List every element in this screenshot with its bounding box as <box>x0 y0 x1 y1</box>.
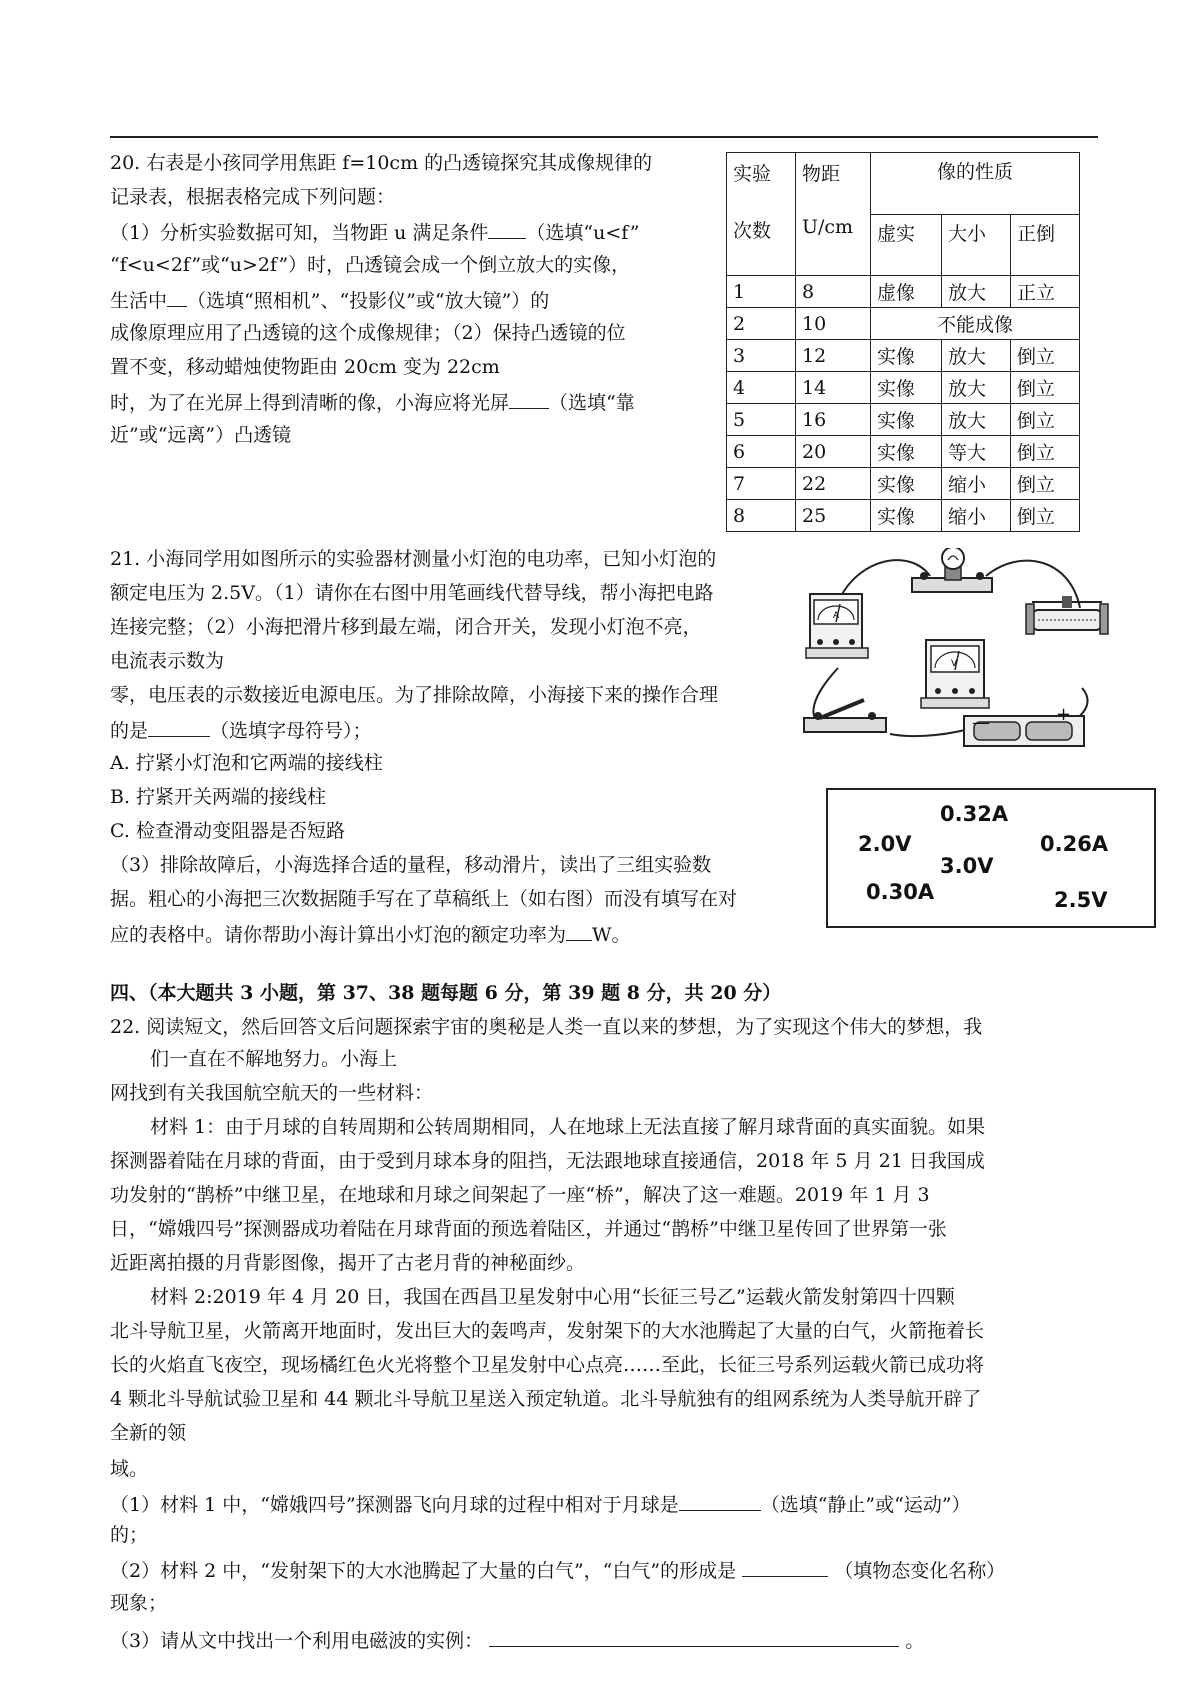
answer-blank[interactable] <box>488 218 526 239</box>
scratch-value: 0.30A <box>866 880 935 904</box>
q22-line: 北斗导航卫星，火箭离开地面时，发出巨大的轰鸣声，发射架下的大水池腾起了大量的白气，火箭拖着长 <box>110 1320 985 1342</box>
option-b: B. 拧紧开关两端的接线柱 <box>110 786 327 808</box>
q21-line: （3）排除故障后，小海选择合适的量程，移动滑片，读出了三组实验数 <box>110 854 712 876</box>
ammeter-icon <box>806 594 868 658</box>
scratch-value: 2.0V <box>858 832 912 856</box>
scratch-value: 3.0V <box>940 854 994 878</box>
sub-question-1: （1）材料 1 中，“嫦娥四号”探测器飞向月球的过程中相对于月球是 （选填“静止”或“运动”） <box>110 1490 971 1518</box>
scratch-value: 2.5V <box>1054 888 1108 912</box>
q21-line: 的是 （选填字母符号）； <box>110 716 372 744</box>
q20-line: 置不变，移动蜡烛使物距由 20cm 变为 22cm <box>110 356 500 378</box>
table-row: 5 16 实像 放大 倒立 <box>727 404 1080 436</box>
sub-question-2-cont: 现象； <box>110 1592 168 1614</box>
table-header-cell: 虚实 <box>871 214 942 276</box>
q20-line: “f<u<2f”或“u>2f”）时，凸透镜会成一个倒立放大的实像， <box>110 254 631 276</box>
q22-line: 22. 阅读短文，然后回答文后问题探索宇宙的奥秘是人类一直以来的梦想，为了实现这个伟大的梦想，我 <box>110 1016 983 1038</box>
q21-line: 据。粗心的小海把三次数据随手写在了草稿纸上（如右图）而没有填写在对 <box>110 888 738 910</box>
table-row: 8 25 实像 缩小 倒立 <box>727 500 1080 532</box>
q22-line: 功发射的“鹊桥”中继卫星，在地球和月球之间架起了一座“桥”，解决了这一难题。2019 年 1 月 3 <box>110 1184 930 1206</box>
scratch-value: 0.32A <box>940 802 1009 826</box>
voltmeter-icon <box>921 640 989 708</box>
q22-line: 近距离拍摄的月背影图像，揭开了古老月背的神秘面纱。 <box>110 1252 586 1274</box>
table-header-cell: 像的性质 <box>871 153 1080 215</box>
q22-line: 域。 <box>110 1458 149 1480</box>
q21-line: 连接完整；（2）小海把滑片移到最左端，闭合开关，发现小灯泡不亮， <box>110 616 702 638</box>
q20-line: 生活中 （选填“照相机”、“投影仪”或“放大镜”）的 <box>110 286 549 314</box>
q20-line: 记录表，根据表格完成下列问题： <box>110 186 396 208</box>
battery-minus-sign: — <box>972 712 990 733</box>
battery-plus-sign: + <box>1056 704 1072 725</box>
circuit-diagram <box>800 548 1110 760</box>
scratch-value: 0.26A <box>1040 832 1109 856</box>
table-row: 1 8 虚像 放大 正立 <box>727 276 1080 308</box>
table-header-cell: 实验 次数 <box>727 153 796 276</box>
table-header-cell: 正倒 <box>1011 214 1080 276</box>
q22-line: 网找到有关我国航空航天的一些材料： <box>110 1082 434 1104</box>
q22-line: 材料 2:2019 年 4 月 20 日，我国在西昌卫星发射中心用“长征三号乙”运载火箭发射第四十四颗 <box>150 1286 955 1308</box>
q20-line: 20. 右表是小孩同学用焦距 f=10cm 的凸透镜探究其成像规律的 <box>110 152 653 174</box>
table-row: 4 14 实像 放大 倒立 <box>727 372 1080 404</box>
q21-line: 21. 小海同学用如图所示的实验器材测量小灯泡的电功率，已知小灯泡的 <box>110 548 717 570</box>
q21-line: 零，电压表的示数接近电源电压。为了排除故障，小海接下来的操作合理 <box>110 684 719 706</box>
q22-line: 4 颗北斗导航试验卫星和 44 颗北斗导航卫星送入预定轨道。北斗导航独有的组网系统为人类导航开辟了 <box>110 1388 982 1410</box>
answer-blank[interactable] <box>679 1490 761 1511</box>
q21-line: 电流表示数为 <box>110 650 225 672</box>
svg-text:V: V <box>951 659 958 669</box>
q22-line: 全新的领 <box>110 1422 187 1444</box>
switch-icon <box>804 700 886 732</box>
q20-line: 近”或“远离”）凸透镜 <box>110 424 292 446</box>
rheostat-icon <box>1026 596 1108 634</box>
table-row: 7 22 实像 缩小 倒立 <box>727 468 1080 500</box>
sub-question-2: （2）材料 2 中，“发射架下的大水池腾起了大量的白气”，“白气”的形成是 （填物态变化名称） <box>110 1556 1005 1584</box>
lens-data-table <box>726 152 1080 532</box>
top-rule <box>110 136 1098 138</box>
answer-blank[interactable] <box>489 1626 899 1647</box>
sub-question-1-cont: 的； <box>110 1524 149 1546</box>
answer-blank[interactable] <box>742 1556 828 1577</box>
option-c: C. 检查滑动变阻器是否短路 <box>110 820 345 842</box>
table-row: 6 20 实像 等大 倒立 <box>727 436 1080 468</box>
answer-blank[interactable] <box>148 716 210 737</box>
scratch-paper-box <box>826 788 1156 928</box>
answer-blank[interactable] <box>167 286 187 307</box>
q22-line: 日，“嫦娥四号”探测器成功着陆在月球背面的预选着陆区，并通过“鹊桥”中继卫星传回了世界第一张 <box>110 1218 947 1240</box>
q21-line: 额定电压为 2.5V。（1）请你在右图中用笔画线代替导线，帮小海把电路 <box>110 582 714 604</box>
q22-line: 材料 1：由于月球的自转周期和公转周期相同，人在地球上无法直接了解月球背面的真实面貌。如果 <box>150 1116 986 1138</box>
option-a: A. 拧紧小灯泡和它两端的接线柱 <box>110 752 383 774</box>
q20-line: 成像原理应用了凸透镜的这个成像规律；（2）保持凸透镜的位 <box>110 322 626 344</box>
q22-line: 长的火焰直飞夜空，现场橘红色火光将整个卫星发射中心点亮……至此，长征三号系列运载火箭已成功将 <box>110 1354 985 1376</box>
table-header-cell: 物距 U/cm <box>796 153 871 276</box>
table-header-cell: 大小 <box>942 214 1011 276</box>
answer-blank[interactable] <box>509 388 549 409</box>
sub-question-3: （3）请从文中找出一个利用电磁波的实例： 。 <box>110 1626 924 1654</box>
table-row: 2 10 不能成像 <box>727 308 1080 340</box>
q20-line: （1）分析实验数据可知，当物距 u 满足条件 （选填“u<f” <box>110 218 639 246</box>
q21-line: 应的表格中。请你帮助小海计算出小灯泡的额定功率为 W。 <box>110 920 631 948</box>
svg-text:A: A <box>833 611 840 621</box>
q22-line: 探测器着陆在月球的背面，由于受到月球本身的阻挡，无法跟地球直接通信，2018 年 5 月 21 日我国成 <box>110 1150 985 1172</box>
q20-line: 时，为了在光屏上得到清晰的像，小海应将光屏 （选填“靠 <box>110 388 635 416</box>
answer-blank[interactable] <box>566 920 592 941</box>
section-heading: 四、（本大题共 3 小题，第 37、38 题每题 6 分，第 39 题 8 分，共 20 分） <box>110 982 782 1004</box>
table-row: 3 12 实像 放大 倒立 <box>727 340 1080 372</box>
q22-line: 们一直在不解地努力。小海上 <box>150 1048 398 1070</box>
